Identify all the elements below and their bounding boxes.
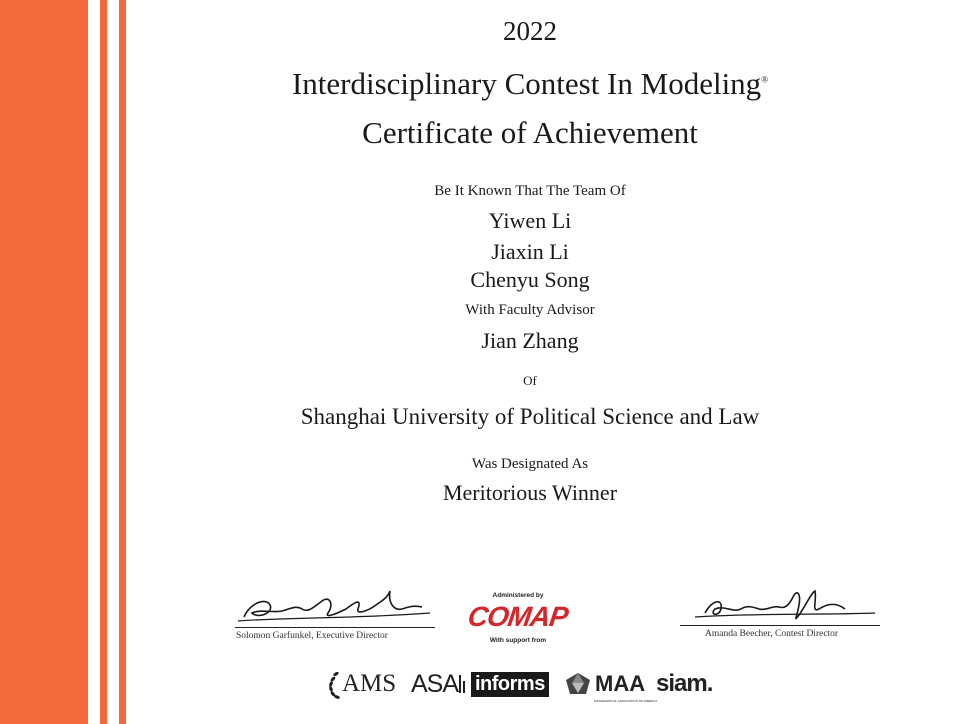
maa-tagline: MATHEMATICAL ASSOCIATION OF AMERICA bbox=[594, 699, 658, 703]
ams-text: AMS bbox=[342, 670, 397, 697]
team-member-2: Jiaxin Li bbox=[491, 239, 569, 264]
team-member-1: Yiwen Li bbox=[488, 208, 572, 233]
informs-logo bbox=[471, 666, 549, 702]
asa-text: ASA bbox=[411, 669, 459, 698]
administered-by-label: Administered by bbox=[492, 592, 544, 599]
siam-text: siam. bbox=[656, 670, 713, 697]
contest-title-text: Interdisciplinary Contest In Modeling bbox=[291, 66, 762, 101]
maa-logo bbox=[564, 666, 645, 702]
maa-text: MAA bbox=[595, 671, 646, 696]
siam-logo bbox=[656, 666, 712, 702]
comap-logo: COMAP bbox=[466, 601, 570, 632]
registered-mark: ® bbox=[761, 74, 769, 85]
ams-laurel-icon bbox=[326, 669, 342, 699]
stripe-narrow-1 bbox=[100, 0, 107, 724]
informs-text: informs bbox=[471, 672, 549, 697]
signature-block-right bbox=[675, 583, 885, 653]
certificate-body bbox=[140, 0, 920, 724]
advisor-label: With Faculty Advisor bbox=[465, 302, 595, 318]
signature-left-image bbox=[230, 583, 440, 633]
designation-label: Was Designated As bbox=[471, 456, 589, 472]
certificate-year: 2022 bbox=[503, 16, 557, 46]
ams-logo bbox=[326, 666, 396, 702]
decorative-stripes bbox=[0, 0, 132, 724]
advisor-name: Jian Zhang bbox=[481, 328, 579, 353]
support-label: With support from bbox=[489, 637, 547, 644]
signature-block-left bbox=[230, 583, 440, 653]
contest-title bbox=[140, 66, 920, 102]
signature-caption-right: Amanda Beecher, Contest Director bbox=[705, 629, 839, 639]
asa-logo bbox=[411, 666, 468, 702]
signature-caption-left: Solomon Garfunkel, Executive Director bbox=[236, 631, 388, 641]
known-line: Be It Known That The Team Of bbox=[434, 183, 626, 199]
maa-polyhedron-icon bbox=[564, 671, 592, 697]
asa-bars-icon bbox=[458, 671, 468, 697]
sponsor-logos bbox=[326, 666, 746, 706]
signature-line-right bbox=[680, 625, 880, 626]
signature-line-left bbox=[235, 627, 435, 628]
of-label: Of bbox=[523, 373, 537, 388]
stripe-narrow-2 bbox=[119, 0, 126, 724]
institution-name: Shanghai University of Political Science and Law bbox=[300, 404, 760, 429]
award-title: Meritorious Winner bbox=[442, 480, 618, 505]
comap-block bbox=[468, 592, 568, 662]
certificate-subtitle: Certificate of Achievement bbox=[362, 115, 698, 150]
team-member-3: Chenyu Song bbox=[470, 267, 590, 292]
stripe-wide bbox=[0, 0, 88, 724]
